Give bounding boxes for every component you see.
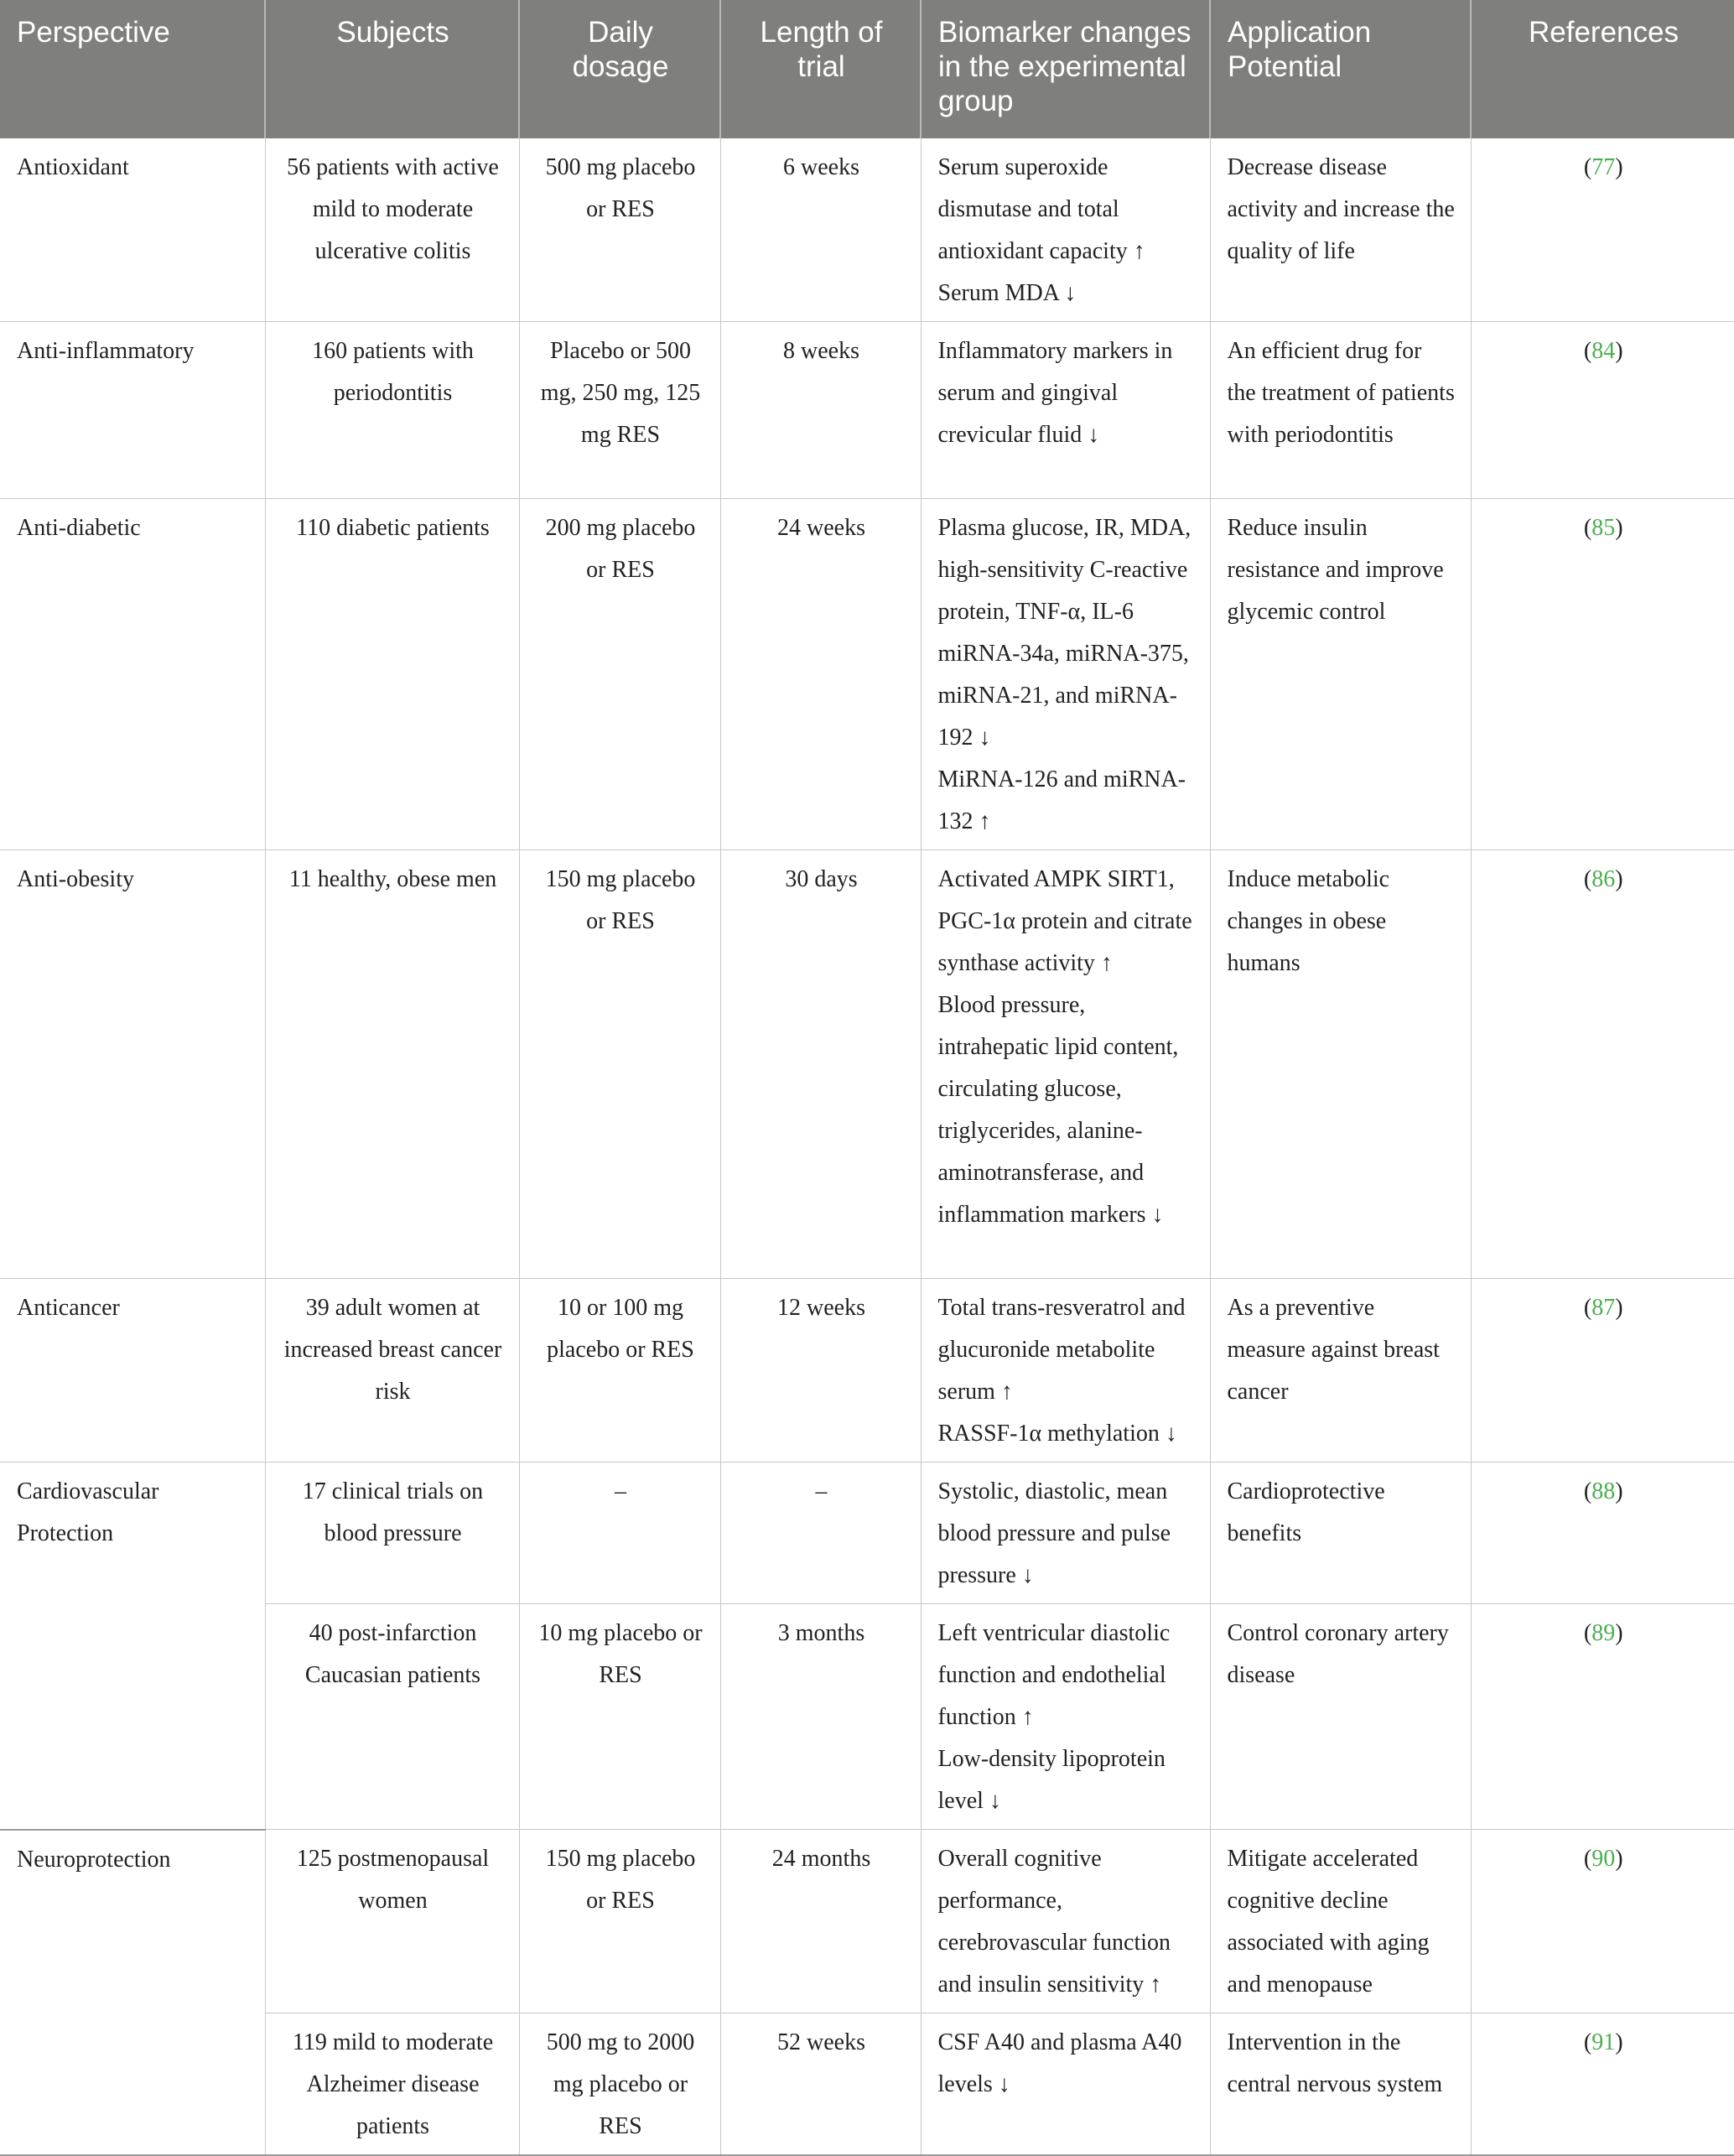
cell-subjects: 110 diabetic patients: [265, 499, 519, 850]
biomarker-line: Plasma glucose, IR, MDA, high-sensitivity C-reactive protein, TNF-α, IL-6 miRNA-34a, miRNA-375, miRNA-21, and miRNA-192 ↓: [937, 515, 1191, 751]
table-row: [0, 850, 1734, 1279]
cell-length: 52 weeks: [720, 2013, 921, 2156]
header-references: References: [1471, 0, 1734, 138]
cell-perspective: Cardiovascular Protection: [0, 1462, 265, 1830]
cell-dosage: 10 mg placebo or RES: [519, 1604, 720, 1830]
cell-biomarker: [921, 1830, 1210, 2013]
table-row: [0, 322, 1734, 499]
cell-reference: (91): [1471, 2013, 1734, 2156]
table-row: [0, 1830, 1734, 2013]
cell-application: Cardioprotective benefits: [1210, 1462, 1471, 1604]
cell-perspective: Anti-diabetic: [0, 499, 265, 850]
cell-dosage: 150 mg placebo or RES: [519, 1830, 720, 2013]
cell-perspective: Anti-obesity: [0, 850, 265, 1279]
cell-biomarker: [921, 138, 1210, 322]
cell-application: Induce metabolic changes in obese humans: [1210, 850, 1471, 1279]
cell-subjects: 56 patients with active mild to moderate ulcerative colitis: [265, 138, 519, 322]
cell-dosage: 150 mg placebo or RES: [519, 850, 720, 1279]
cell-biomarker: [921, 850, 1210, 1279]
table-header: [0, 0, 1734, 138]
cell-application: Control coronary artery disease: [1210, 1604, 1471, 1830]
biomarker-line: Total trans-resveratrol and glucuronide metabolite serum ↑: [937, 1295, 1186, 1405]
cell-subjects: 119 mild to moderate Alzheimer disease patients: [265, 2013, 519, 2156]
cell-biomarker: [921, 1462, 1210, 1604]
cell-biomarker: [921, 1279, 1210, 1462]
cell-length: 30 days: [720, 850, 921, 1279]
table-body: [0, 138, 1734, 2155]
cell-reference: (77): [1471, 138, 1734, 322]
table-row: [0, 499, 1734, 850]
header-subjects: Subjects: [265, 0, 519, 138]
cell-reference: (88): [1471, 1462, 1734, 1604]
biomarker-line: Serum superoxide dismutase and total antioxidant capacity ↑: [937, 154, 1145, 264]
biomarker-line: RASSF-1α methylation ↓: [937, 1421, 1177, 1447]
cell-reference: (84): [1471, 322, 1734, 499]
biomarker-line: Systolic, diastolic, mean blood pressure and pulse pressure ↓: [937, 1478, 1171, 1588]
cell-perspective: Anti-inflammatory: [0, 322, 265, 499]
cell-dosage: 10 or 100 mg placebo or RES: [519, 1279, 720, 1462]
reference-link[interactable]: 88: [1591, 1478, 1616, 1504]
biomarker-line: Low-density lipoprotein level ↓: [937, 1746, 1166, 1814]
cell-application: Mitigate accelerated cognitive decline associated with aging and menopause: [1210, 1830, 1471, 2013]
cell-application: Reduce insulin resistance and improve glycemic control: [1210, 499, 1471, 850]
table-row: [0, 138, 1734, 322]
cell-length: 3 months: [720, 1604, 921, 1830]
reference-link[interactable]: 84: [1591, 338, 1616, 364]
cell-reference: (87): [1471, 1279, 1734, 1462]
biomarker-line: Overall cognitive performance, cerebrovascular function and insulin sensitivity ↑: [937, 1846, 1171, 1998]
cell-biomarker: [921, 322, 1210, 499]
cell-dosage: Placebo or 500 mg, 250 mg, 125 mg RES: [519, 322, 720, 499]
biomarker-line: Inflammatory markers in serum and gingival crevicular fluid ↓: [937, 338, 1173, 448]
cell-dosage: 200 mg placebo or RES: [519, 499, 720, 850]
cell-dosage: 500 mg placebo or RES: [519, 138, 720, 322]
reference-link[interactable]: 77: [1591, 154, 1616, 180]
cell-subjects: 160 patients with periodontitis: [265, 322, 519, 499]
reference-link[interactable]: 86: [1591, 866, 1616, 892]
biomarker-line: Left ventricular diastolic function and endothelial function ↑: [937, 1620, 1171, 1730]
biomarker-line: CSF A40 and plasma A40 levels ↓: [937, 2029, 1182, 2097]
reference-link[interactable]: 87: [1591, 1295, 1616, 1321]
header-biomarker-changes: Biomarker changes in the experimental group: [921, 0, 1210, 138]
header-row: [0, 0, 1734, 138]
biomarker-line: Blood pressure, intrahepatic lipid content, circulating glucose, triglycerides, alanine-aminotransferase, and inflammation markers ↓: [937, 992, 1179, 1228]
table-row: [0, 1279, 1734, 1462]
cell-perspective: Antioxidant: [0, 138, 265, 322]
cell-length: 24 weeks: [720, 499, 921, 850]
cell-length: 24 months: [720, 1830, 921, 2013]
table-row: [0, 1462, 1734, 1604]
cell-length: 12 weeks: [720, 1279, 921, 1462]
cell-application: An efficient drug for the treatment of patients with periodontitis: [1210, 322, 1471, 499]
cell-subjects: 17 clinical trials on blood pressure: [265, 1462, 519, 1604]
cell-dosage: 500 mg to 2000 mg placebo or RES: [519, 2013, 720, 2156]
cell-subjects: 39 adult women at increased breast cancer risk: [265, 1279, 519, 1462]
header-perspective: Perspective: [0, 0, 265, 138]
cell-subjects: 40 post-infarction Caucasian patients: [265, 1604, 519, 1830]
header-application-potential: Application Potential: [1210, 0, 1471, 138]
cell-reference: (90): [1471, 1830, 1734, 2013]
cell-perspective: Neuroprotection: [0, 1830, 265, 2156]
cell-length: –: [720, 1462, 921, 1604]
reference-link[interactable]: 91: [1591, 2029, 1616, 2055]
cell-biomarker: [921, 2013, 1210, 2156]
cell-application: As a preventive measure against breast cancer: [1210, 1279, 1471, 1462]
biomarker-line: Serum MDA ↓: [937, 280, 1077, 306]
cell-subjects: 125 postmenopausal women: [265, 1830, 519, 2013]
biomarker-line: Activated AMPK SIRT1, PGC-1α protein and citrate synthase activity ↑: [937, 866, 1192, 976]
cell-biomarker: [921, 499, 1210, 850]
cell-biomarker: [921, 1604, 1210, 1830]
cell-perspective: Anticancer: [0, 1279, 265, 1462]
cell-length: 6 weeks: [720, 138, 921, 322]
cell-reference: (89): [1471, 1604, 1734, 1830]
reference-link[interactable]: 89: [1591, 1620, 1616, 1646]
reference-link[interactable]: 85: [1591, 515, 1616, 541]
cell-dosage: –: [519, 1462, 720, 1604]
cell-application: Intervention in the central nervous system: [1210, 2013, 1471, 2156]
cell-subjects: 11 healthy, obese men: [265, 850, 519, 1279]
cell-reference: (86): [1471, 850, 1734, 1279]
reference-link[interactable]: 90: [1591, 1846, 1616, 1872]
biomarker-line: MiRNA-126 and miRNA-132 ↑: [937, 766, 1186, 834]
header-length-of-trial: Length of trial: [720, 0, 921, 138]
cell-reference: (85): [1471, 499, 1734, 850]
header-daily-dosage: Daily dosage: [519, 0, 720, 138]
cell-application: Decrease disease activity and increase the quality of life: [1210, 138, 1471, 322]
cell-length: 8 weeks: [720, 322, 921, 499]
